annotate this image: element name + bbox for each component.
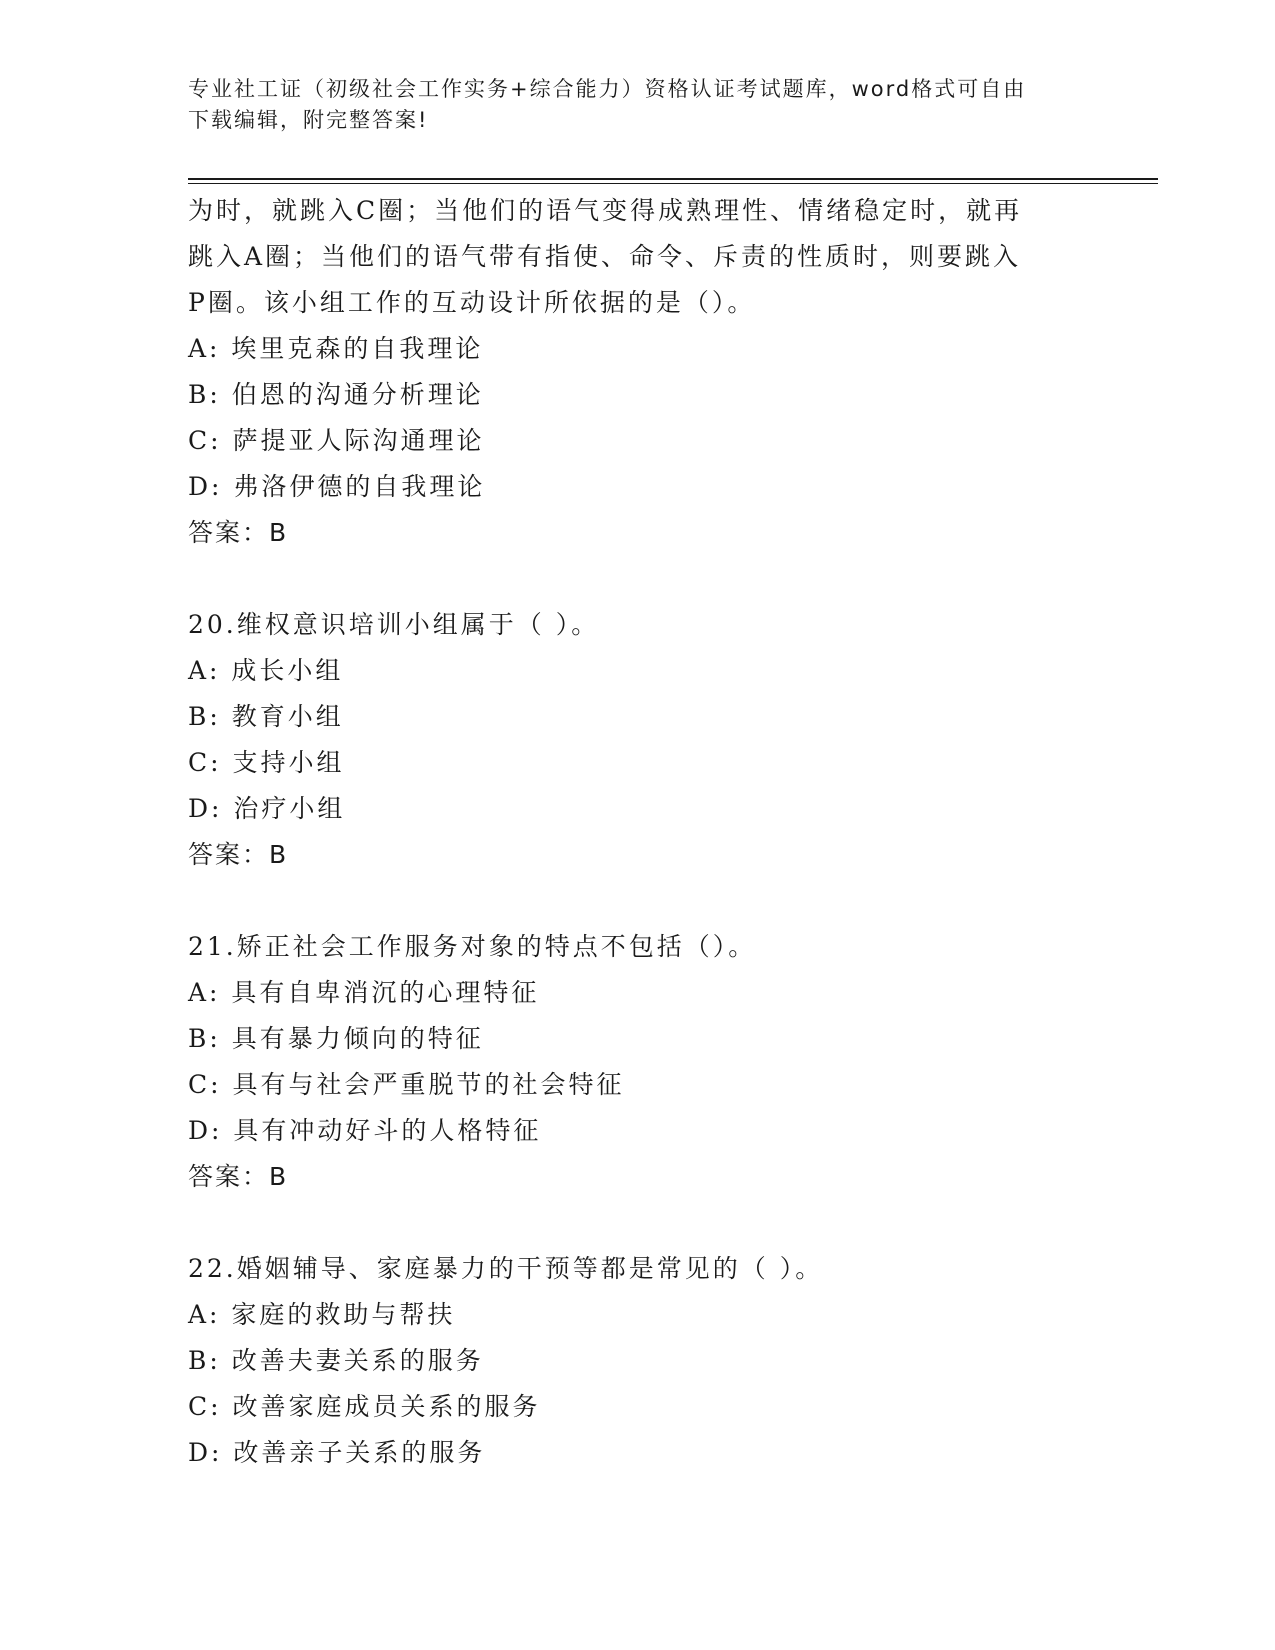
answer-line: 答案：B	[188, 840, 289, 869]
option-c: C: 具有与社会严重脱节的社会特征	[188, 1070, 625, 1099]
option-b: B: 教育小组	[188, 702, 344, 731]
option-d: D: 改善亲子关系的服务	[188, 1438, 486, 1467]
question-text-line: P圈。该小组工作的互动设计所依据的是（）。	[188, 288, 756, 317]
document-body	[188, 188, 1078, 1476]
answer-line: 答案：B	[188, 1162, 289, 1191]
document-header	[188, 74, 1088, 136]
option-b: B: 伯恩的沟通分析理论	[188, 380, 484, 409]
option-c: C: 萨提亚人际沟通理论	[188, 426, 485, 455]
option-a: A: 成长小组	[188, 656, 344, 685]
spacer	[188, 1200, 1078, 1246]
question-stem: 20.维权意识培训小组属于（ ）。	[188, 610, 600, 639]
option-a: A: 家庭的救助与帮扶	[188, 1300, 456, 1329]
option-b: B: 改善夫妻关系的服务	[188, 1346, 484, 1375]
option-a: A: 具有自卑消沉的心理特征	[188, 978, 540, 1007]
header-line-2: 下载编辑，附完整答案!	[188, 108, 429, 132]
option-d: D: 弗洛伊德的自我理论	[188, 472, 486, 501]
spacer	[188, 556, 1078, 602]
question-stem: 21.矫正社会工作服务对象的特点不包括（）。	[188, 932, 757, 961]
option-c: C: 支持小组	[188, 748, 345, 777]
option-a: A: 埃里克森的自我理论	[188, 334, 484, 363]
question-22	[188, 1246, 1078, 1476]
header-divider-thin	[188, 183, 1158, 184]
question-20	[188, 602, 1078, 878]
question-text-line: 跳入A圈；当他们的语气带有指使、命令、斥责的性质时，则要跳入	[188, 242, 1022, 271]
option-d: D: 治疗小组	[188, 794, 346, 823]
option-d: D: 具有冲动好斗的人格特征	[188, 1116, 542, 1145]
option-c: C: 改善家庭成员关系的服务	[188, 1392, 541, 1421]
question-21	[188, 924, 1078, 1200]
question-stem: 22.婚姻辅导、家庭暴力的干预等都是常见的（ ）。	[188, 1254, 824, 1283]
question-text-line: 为时，就跳入C圈；当他们的语气变得成熟理性、情绪稳定时，就再	[188, 196, 1023, 225]
spacer	[188, 878, 1078, 924]
question-19-continuation	[188, 188, 1078, 556]
header-line-1: 专业社工证（初级社会工作实务+综合能力）资格认证考试题库，word格式可自由	[188, 77, 1027, 101]
option-b: B: 具有暴力倾向的特征	[188, 1024, 484, 1053]
answer-line: 答案：B	[188, 518, 289, 547]
header-divider-thick	[188, 178, 1158, 180]
